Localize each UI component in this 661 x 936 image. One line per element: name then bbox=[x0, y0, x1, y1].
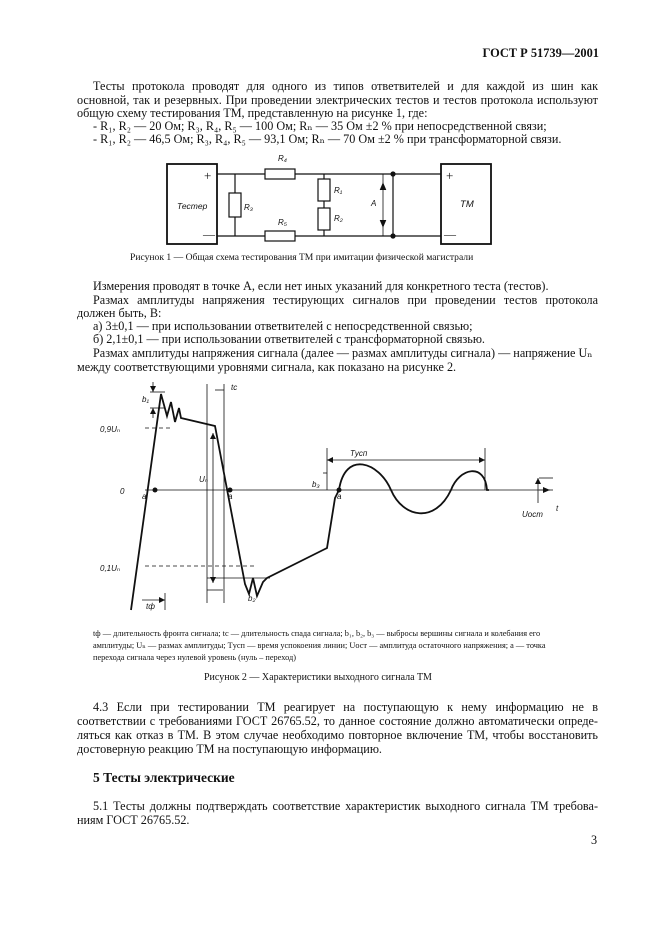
tm-plus: + bbox=[446, 168, 454, 183]
section5-line-2: ниям ГОСТ 26765.52. bbox=[77, 813, 190, 827]
un-label: Uₙ bbox=[199, 475, 208, 484]
legend-line-2: амплитуды; Uₙ — размах амплитуды; Tусп — время успокоения линии; Uост — амплитуда остаточного напряжения; а — точка bbox=[93, 641, 546, 650]
meas-line-3: должен быть, В: bbox=[77, 306, 162, 320]
meas-line-5: б) 2,1±0,1 — при использовании ответвителей с трансформаторной связью. bbox=[93, 332, 485, 346]
tf-label: tф bbox=[146, 602, 155, 611]
r3-label: R₃ bbox=[244, 203, 253, 212]
tusp-label: Tусп bbox=[350, 449, 368, 458]
intro-line-5: - R₁, R₂ — 46,5 Ом; R₃, R₄, R₅ — 93,1 Ом; Rₙ — 70 Ом ±2 % при трансформаторной связи. bbox=[93, 132, 562, 146]
level-0-label: 0 bbox=[120, 487, 125, 496]
page-number: 3 bbox=[591, 833, 598, 847]
point-a-1: a bbox=[142, 492, 147, 501]
level-01-label: 0,1Uₙ bbox=[100, 564, 121, 573]
r1-label: R₁ bbox=[334, 186, 343, 195]
tester-plus: + bbox=[204, 168, 212, 183]
tc-label: tc bbox=[231, 383, 238, 392]
meas-line-7: между соответствующими уровнями сигнала, как показано на рисунке 2. bbox=[77, 360, 457, 374]
tm-label: ТМ bbox=[460, 199, 474, 210]
b3-label: b₃ bbox=[312, 480, 320, 489]
r4-label: R₄ bbox=[278, 154, 287, 163]
tm-minus: — bbox=[444, 227, 456, 241]
legend-line-1: tф — длительность фронта сигнала; tс — длительность спада сигнала; b₁, b₂, b₃ — выбросы вершины сигнала и колебания его bbox=[93, 629, 541, 638]
meas-line-2: Размах амплитуды напряжения тестирующих сигналов при проведении тестов протокола bbox=[93, 293, 598, 307]
intro-line-4: - R₁, R₂ — 20 Ом; R₃, R₄, R₅ — 100 Ом; Rₙ — 35 Ом ±2 % при непосредственной связи; bbox=[93, 119, 547, 133]
axis-t-label: t bbox=[556, 504, 559, 513]
legend-line-3: перехода сигнала через нулевой уровень (нуль – переход) bbox=[93, 653, 296, 662]
r5-label: R₅ bbox=[278, 218, 287, 227]
para43-line-2: соответствии с требованиями ГОСТ 26765.52, то данное состояние должно автоматически опреде- bbox=[77, 714, 598, 728]
point-a-3: a bbox=[337, 492, 342, 501]
section5-line-1: 5.1 Тесты должны подтверждать соответствие характеристик выходного сигнала ТМ требова- bbox=[93, 799, 598, 813]
r2-label: R₂ bbox=[334, 214, 343, 223]
document-header: ГОСТ Р 51739—2001 bbox=[482, 46, 599, 60]
intro-line-2: основной, так и резервных. При проведении электрических тестов и тестов протокола используют bbox=[77, 93, 598, 107]
meas-line-4: а) 3±0,1 — при использовании ответвителей с непосредственной связью; bbox=[93, 319, 473, 333]
figure1-caption: Рисунок 1 — Общая схема тестирования ТМ при имитации физической магистрали bbox=[130, 252, 474, 263]
level-09-label: 0,9Uₙ bbox=[100, 425, 121, 434]
meas-line-1: Измерения проводят в точке А, если нет иных указаний для конкретного теста (тестов). bbox=[93, 279, 549, 293]
signal-characteristics-plot bbox=[95, 378, 565, 620]
intro-line-1: Тесты протокола проводят для одного из типов ответвителей и для каждой из шин как bbox=[93, 79, 598, 93]
intro-line-3: общую схему тестирования ТМ, представленную на рисунке 1, где: bbox=[77, 106, 428, 120]
para43-line-4: достоверную реакцию ТМ на поступающую информацию. bbox=[77, 742, 382, 756]
meas-line-6: Размах амплитуды напряжения сигнала (далее — размах амплитуды сигнала) — напряжение Uₙ bbox=[93, 346, 593, 360]
node-a-bottom bbox=[390, 233, 395, 238]
tester-label: Тестер bbox=[177, 201, 208, 211]
para43-line-1: 4.3 Если при тестировании ТМ реагирует на поступающую к нему информацию не в bbox=[93, 700, 598, 714]
point-a-2: a bbox=[228, 492, 233, 501]
b2-label: b₂ bbox=[248, 594, 256, 603]
uost-label: Uост bbox=[522, 510, 543, 519]
point-a-label: A bbox=[371, 199, 377, 208]
b1-label: b₁ bbox=[142, 395, 149, 404]
node-a-top bbox=[390, 171, 395, 176]
tester-minus: — bbox=[203, 227, 215, 241]
para43-line-3: ляться как отказ в ТМ. В этом случае необходимо повторное включение ТМ, чтобы восстановить bbox=[77, 728, 598, 742]
figure2-caption: Рисунок 2 — Характеристики выходного сигнала ТМ bbox=[204, 672, 432, 683]
section5-title: 5 Тесты электрические bbox=[93, 770, 235, 785]
